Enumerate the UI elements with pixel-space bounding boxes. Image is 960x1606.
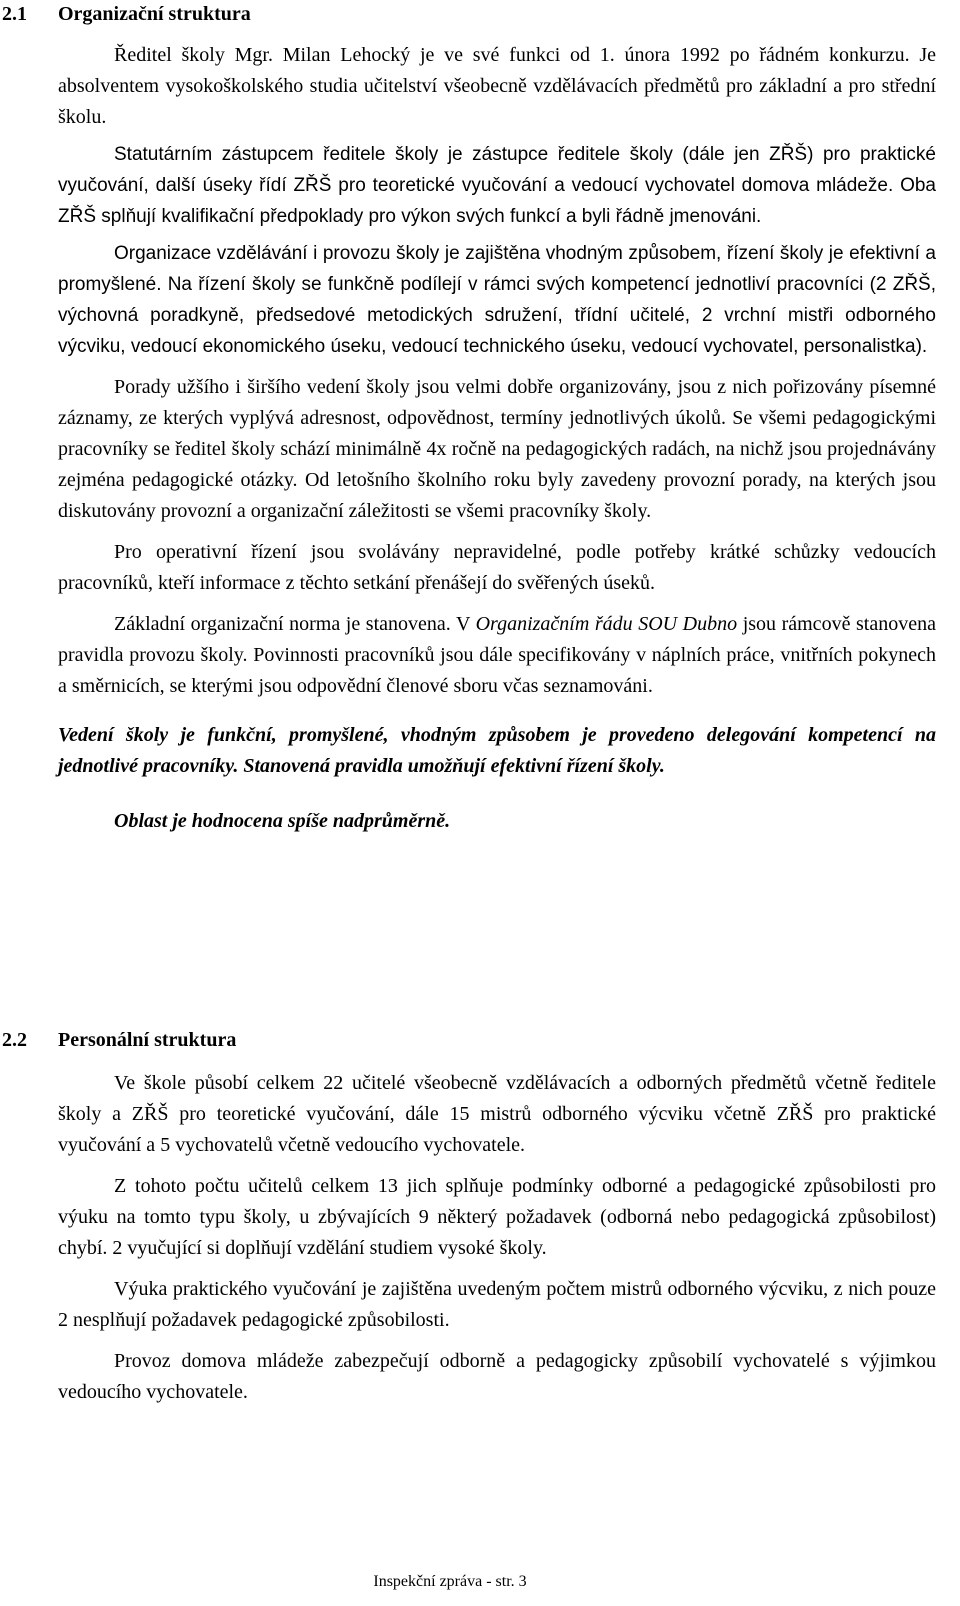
paragraph-norm [58,609,936,702]
paragraph-qualification: Z tohoto počtu učitelů celkem 13 jich splňuje podmínky odborné a pedagogické způsobilosti pro výuku na tomto typu školy, u zbývajících 9 některý požadavek (odborná nebo pedagogická způsobilost) chybí. 2 vyučující si doplňují vzdělání studiem vysoké školy. [58,1175,936,1259]
page-footer: Inspekční zpráva - str. 3 [373,1573,527,1590]
paragraph-staff: Ve škole působí celkem 22 učitelé všeobecně vzdělávacích a odborných předmětů včetně ředitele školy a ZŘŠ pro teoretické vyučování, dále 15 mistrů odborného výcviku včetně ZŘŠ pro praktické vyučování a 5 vychovatelů včetně vedoucího vychovatele. [58,1072,936,1156]
paragraph-operative: Pro operativní řízení jsou svolávány nepravidelné, podle potřeby krátké schůzky vedoucích pracovníků, kteří informace z těchto setkání přenášejí do svěřených úseků. [58,541,936,594]
section-number: 2.1 [2,3,27,25]
section-title: Personální struktura [58,1029,237,1051]
section-body-2-2 [58,1068,936,1408]
paragraph-meetings: Porady užšího i širšího vedení školy jsou velmi dobře organizovány, jsou z nich pořizovány písemné záznamy, ze kterých vyplývá adresnost, odpovědnost, termíny jednotlivých úkolů. Se všemi pedagogickými pracovníky se ředitel školy schází minimálně 4x ročně na pedagogických radách, na nichž jsou projednávány zejména pedagogické otázky. Od letošního školního roku byly zavedeny provozní porady, na kterých jsou diskutovány provozní a organizační záležitosti se všemi pracovníky školy. [58,376,936,522]
norm-text-after: jsou rámcově stanovena pravidla provozu školy. Povinnosti pracovníků jsou dále specifikovány v náplních práce, vnitřních pokynech a směrnicích, se kterými jsou odpovědní členové sboru včas seznamováni. [58,613,936,697]
paragraph-deputy: Statutárním zástupcem ředitele školy je zástupce ředitele školy (dále jen ZŘŠ) pro praktické vyučování, další úseky řídí ZŘŠ pro teoretické vyučování a vedoucí vychovatel domova mládeže. Oba ZŘŠ splňují kvalifikační předpoklady pro výkon svých funkcí a byli řádně jmenováni. [58,144,936,227]
paragraph-organization: Organizace vzdělávání i provozu školy je zajištěna vhodným způsobem, řízení školy je efektivní a promyšlené. Na řízení školy se funkčně podílejí v rámci svých kompetencí jednotliví pracovníci (2 ZŘŠ, výchovná poradkyně, předsedové metodických sdružení, třídní učitelé, 2 vrchní mistři odborného výcviku, vedoucí ekonomického úseku, vedoucí technického úseku, vedoucí vychovatel, personalistka). [58,243,936,357]
norm-text-before: Základní organizační norma je stanovena. V [114,613,476,635]
rating-text: Oblast je hodnocena spíše nadprůměrně. [114,810,451,832]
section-number: 2.2 [2,1029,27,1051]
norm-document-title: Organizačním řádu SOU Dubno [475,613,738,635]
section-heading-2-1 [2,2,251,26]
conclusion-text: Vedení školy je funkční, promyšlené, vhodným způsobem je provedeno delegování kompetencí na jednotlivé pracovníky. Stanovená pravidla umožňují efektivní řízení školy. [58,724,936,777]
section-body-2-1 [58,40,936,837]
section-title: Organizační struktura [58,3,251,25]
paragraph-practical: Výuka praktického vyučování je zajištěna uvedeným počtem mistrů odborného výcviku, z nich pouze 2 nesplňují požadavek pedagogické způsobilosti. [58,1278,936,1331]
paragraph-director: Ředitel školy Mgr. Milan Lehocký je ve své funkci od 1. února 1992 po řádném konkurzu. Je absolventem vysokoškolského studia učitelství všeobecně vzdělávacích předmětů pro základní a pro střední školu. [58,44,936,128]
section-heading-2-2 [2,1028,236,1052]
paragraph-dormitory: Provoz domova mládeže zabezpečují odborně a pedagogicky způsobilí vychovatelé s výjimkou vedoucího vychovatele. [58,1350,936,1403]
